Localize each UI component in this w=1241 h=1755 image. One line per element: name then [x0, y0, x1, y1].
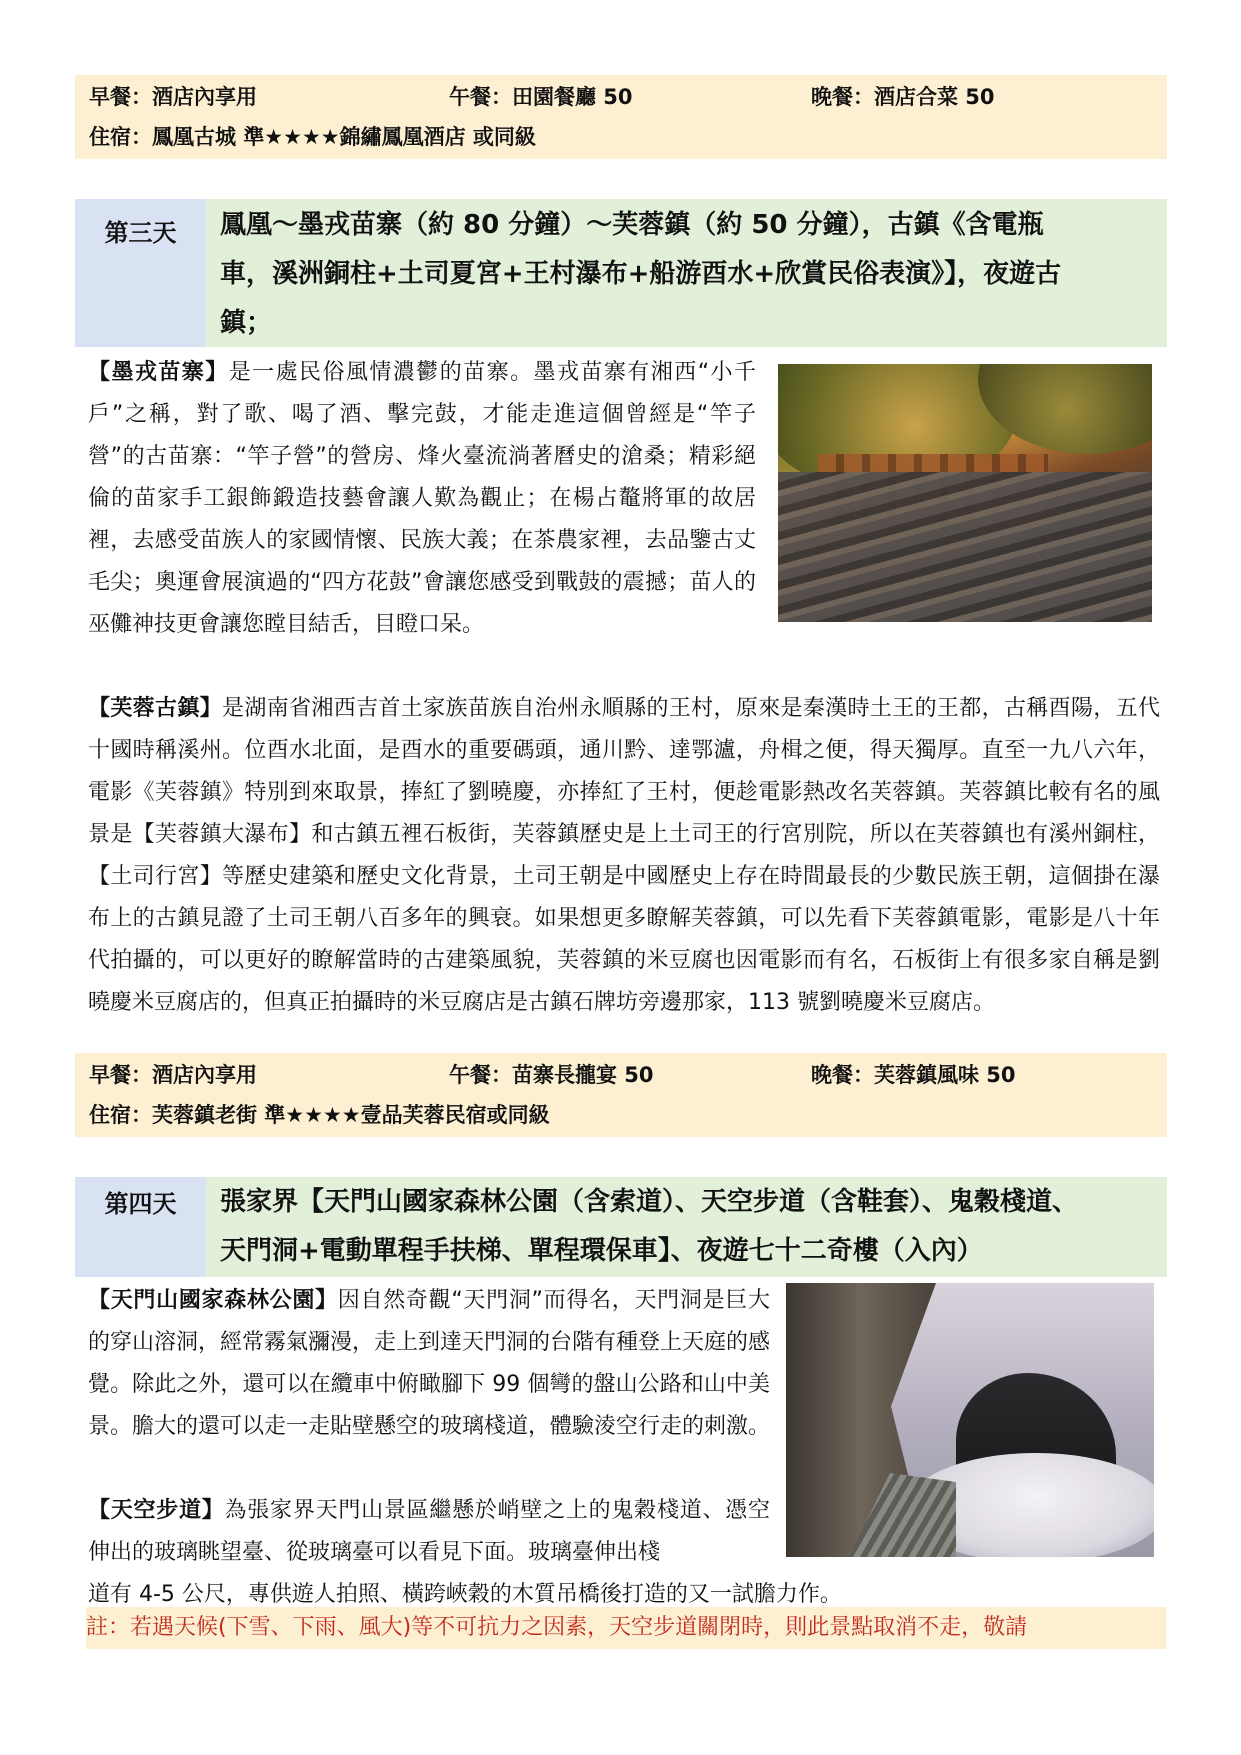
- day3-header: [75, 199, 1167, 347]
- day4-title-line2: 天門洞+電動單程手扶梯、單程環保車】、夜遊七十二奇樓（入內）: [220, 1236, 983, 1266]
- breakfast-text: 早餐：酒店內享用: [89, 1063, 257, 1087]
- day4-header: [75, 1177, 1167, 1277]
- moro-paragraph: [88, 352, 756, 646]
- tianmen-heading: 【天門山國家森林公園】: [88, 1288, 338, 1313]
- tianmen-cliff-photo: [786, 1283, 1154, 1557]
- day4-label: 第四天: [75, 1177, 206, 1277]
- meal-bar-day3: [75, 1053, 1167, 1137]
- moro-heading: 【墨戎苗寨】: [88, 360, 229, 385]
- miao-village-photo: [778, 364, 1152, 622]
- tianmen-paragraph: [88, 1280, 770, 1448]
- skywalk-heading: 【天空步道】: [88, 1498, 225, 1523]
- day3-title-line2: 車，溪洲銅柱+土司夏宮+王村瀑布+船游酉水+欣賞民俗表演》】，夜遊古: [220, 259, 1062, 289]
- lodging-text: 住宿：芙蓉鎮老街 準★★★★壹品芙蓉民宿或同級: [89, 1103, 550, 1127]
- day3-title-line1: 鳳凰～墨戎苗寨（約 80 分鐘）～芙蓉鎮（約 50 分鐘），古鎮《含電瓶: [220, 210, 1044, 240]
- dinner-text: 晚餐：芙蓉鎮風味 50: [811, 1063, 1016, 1087]
- lunch-text: 午餐：田園餐廳 50: [449, 85, 633, 109]
- day4-title-line1: 張家界【天門山國家森林公園（含索道）、天空步道（含鞋套）、鬼穀棧道、: [220, 1187, 1079, 1217]
- meal-bar-day2: [75, 75, 1167, 159]
- breakfast-text: 早餐：酒店內享用: [89, 85, 257, 109]
- day3-label: 第三天: [75, 199, 206, 347]
- furong-heading: 【芙蓉古鎮】: [88, 696, 223, 721]
- moro-text: 是一處民俗風情濃鬱的苗寨。墨戎苗寨有湘西“小千戶”之稱，對了歌、喝了酒、擊完鼓，才能走進這個曾經是“竿子營”的古苗寨：“竿子營”的營房、烽火臺流淌著曆史的滄桑；精彩絕倫的苗家手工銀飾鍛造技藝會讓人歎為觀止；在楊占鼇將軍的故居裡，去感受苗族人的家國情懷、民族大義；在茶農家裡，去品鑒古丈毛尖；奧運會展演過的“四方花鼓”會讓您感受到戰鼓的震撼；苗人的巫儺神技更會讓您瞠目結舌，目瞪口呆。: [88, 360, 756, 637]
- skywalk-text-a: 為張家界天門山景區繼懸於峭壁之上的鬼穀棧道、憑空伸出的玻璃眺望臺、從玻璃臺可以看見下面。玻璃臺伸出棧: [88, 1498, 770, 1565]
- dinner-text: 晚餐：酒店合菜 50: [811, 85, 995, 109]
- lodging-text: 住宿：鳳凰古城 準★★★★錦繡鳳凰酒店 或同級: [89, 125, 536, 149]
- skywalk-paragraph: [88, 1490, 770, 1574]
- tianmen-text: 因自然奇觀“天門洞”而得名，天門洞是巨大的穿山溶洞，經常霧氣瀰漫，走上到達天門洞的台階有種登上天庭的感覺。除此之外，還可以在纜車中俯瞰腳下 99 個彎的盤山公路和山中美景。膽大的還可以走一走貼壁懸空的玻璃棧道，體驗淩空行走的刺激。: [88, 1288, 771, 1439]
- day3-title-line3: 鎮；: [220, 308, 273, 338]
- weather-note: 註：若遇天候(下雪、下雨、風大)等不可抗力之因素，天空步道關閉時，則此景點取消不走，敬請: [86, 1607, 1166, 1649]
- furong-text: 是湖南省湘西吉首土家族苗族自治州永順縣的王村，原來是秦漢時土王的王都，古稱酉陽，五代十國時稱溪州。位酉水北面，是酉水的重要碼頭，通川黔、達鄂瀘，舟楫之便，得天獨厚。直至一九八六年，電影《芙蓉鎮》特別到來取景，捧紅了劉曉慶，亦捧紅了王村，便趁電影熱改名芙蓉鎮。芙蓉鎮比較有名的風景是【芙蓉鎮大瀑布】和古鎮五裡石板街，芙蓉鎮歷史是上土司王的行宮別院，所以在芙蓉鎮也有溪州銅柱，【土司行宮】等歷史建築和歷史文化背景，土司王朝是中國歷史上存在時間最長的少數民族王朝，這個掛在瀑布上的古鎮見證了土司王朝八百多年的興衰。如果想更多瞭解芙蓉鎮，可以先看下芙蓉鎮電影，電影是八十年代拍攝的，可以更好的瞭解當時的古建築風貌，芙蓉鎮的米豆腐也因電影而有名，石板街上有很多家自稱是劉曉慶米豆腐店的，但真正拍攝時的米豆腐店是古鎮石牌坊旁邊那家，113 號劉曉慶米豆腐店。: [88, 696, 1160, 1015]
- lunch-text: 午餐：苗寨長攏宴 50: [449, 1063, 654, 1087]
- skywalk-text-b: 道有 4-5 公尺，專供遊人拍照、橫跨峽穀的木質吊橋後打造的又一試膽力作。: [88, 1582, 842, 1607]
- furong-paragraph: [88, 688, 1160, 1024]
